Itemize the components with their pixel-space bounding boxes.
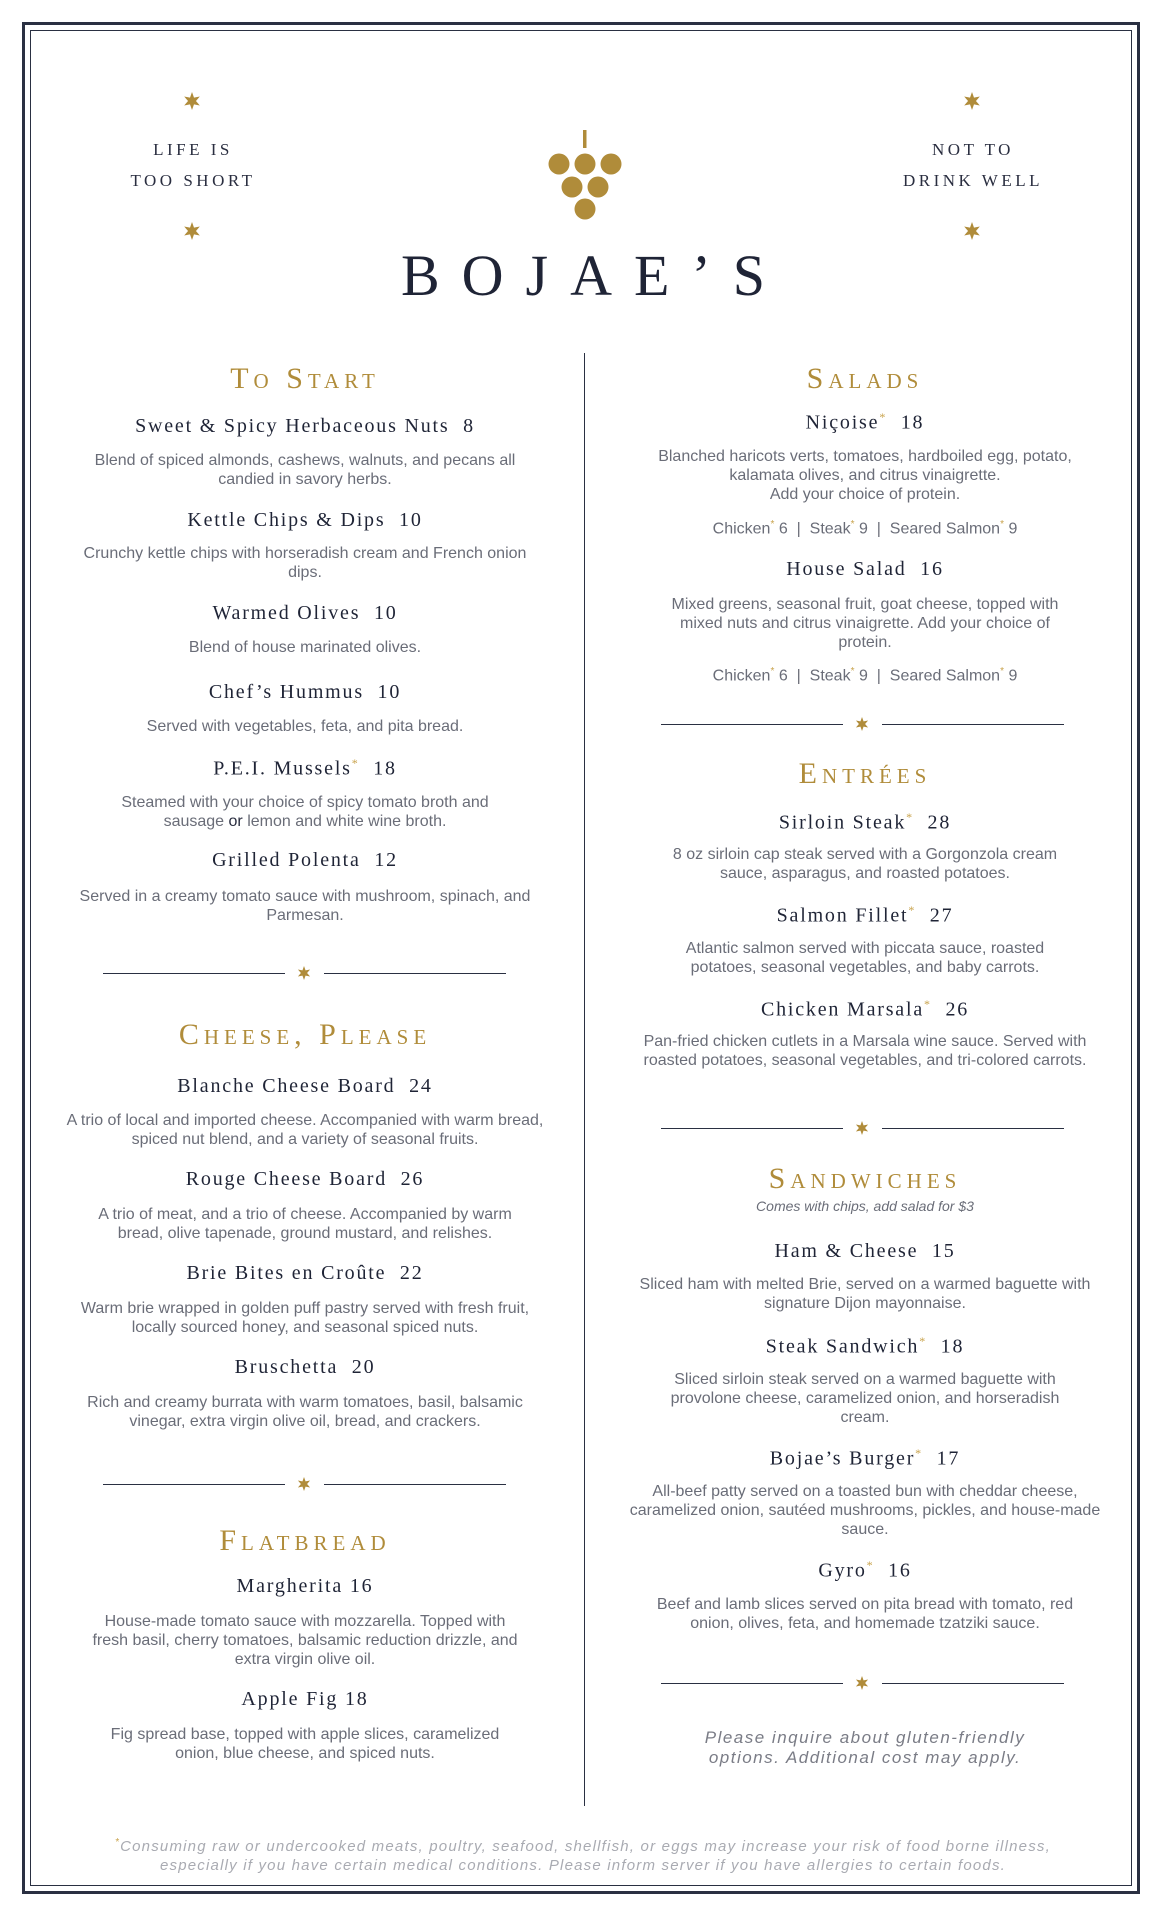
item-title: Margherita — [236, 1575, 344, 1597]
tagline-line: NOT TO — [932, 140, 1014, 159]
section-divider — [661, 1676, 1064, 1690]
menu-item-desc: Atlantic salmon served with piccata sauce, roasted potatoes, seasonal vegetables, and baby carrots. — [685, 940, 1045, 976]
menu-item-name — [60, 1575, 550, 1598]
menu-item-desc: A trio of local and imported cheese. Accompanied with warm bread, spiced nut blend, and a variety of seasonal fruits. — [66, 1112, 544, 1148]
item-price: 16 — [920, 558, 944, 580]
menu-item-desc: Crunchy kettle chips with horseradish cream and French onion dips. — [83, 545, 527, 581]
menu-item-name — [620, 903, 1110, 928]
item-title: Chef’s Hummus — [208, 681, 364, 703]
section-divider — [661, 1121, 1064, 1135]
item-title: Steak Sandwich — [765, 1335, 920, 1358]
item-title: Chicken Marsala — [760, 998, 925, 1021]
menu-item-desc: Served in a creamy tomato sauce with mushroom, spinach, and Parmesan. — [79, 888, 531, 924]
item-title: Brie Bites en Croûte — [186, 1262, 387, 1284]
menu-item-name — [60, 1075, 550, 1098]
item-price: 10 — [373, 602, 398, 624]
item-title: Bojae’s Burger — [769, 1447, 916, 1470]
divider-line — [661, 1683, 843, 1684]
item-title: Kettle Chips & Dips — [187, 509, 386, 531]
raw-warning-mark: * — [908, 903, 917, 917]
star-icon — [183, 92, 201, 110]
item-title: Rouge Cheese Board — [185, 1168, 388, 1190]
menu-item-name — [60, 1688, 550, 1711]
menu-item-desc — [95, 793, 515, 831]
menu-item-desc: Mixed greens, seasonal fruit, goat cheese, topped with mixed nuts and citrus vinaigrette. Add your choice of protein. — [671, 596, 1059, 651]
menu-item-name — [60, 849, 550, 872]
item-title: Blanche Cheese Board — [177, 1075, 396, 1097]
option-price: 9 — [1008, 520, 1018, 538]
divider-line — [324, 1484, 506, 1485]
option-label: Chicken — [712, 520, 771, 538]
item-price: 10 — [399, 509, 423, 531]
divider-line — [103, 1484, 285, 1485]
item-title: Sweet & Spicy Herbaceous Nuts — [135, 415, 450, 437]
tagline-line: DRINK WELL — [903, 171, 1043, 190]
item-price: 28 — [927, 811, 952, 834]
gluten-note-line: options. Additional cost may apply. — [708, 1748, 1022, 1767]
disclaimer-text: Consuming raw or undercooked meats, poultry, seafood, shellfish, or eggs may increase your risk of food borne illness, — [120, 1838, 1051, 1855]
menu-item-desc: Sliced ham with melted Brie, served on a warmed baguette with signature Dijon mayonnaise. — [639, 1276, 1091, 1312]
divider-line — [661, 1128, 843, 1129]
column-divider — [584, 353, 585, 1806]
menu-item-desc: Blend of house marinated olives. — [188, 639, 422, 656]
sandwiches-note: Comes with chips, add salad for $3 — [756, 1198, 974, 1214]
item-title: Bruschetta — [234, 1356, 339, 1378]
menu-item-name — [620, 1240, 1110, 1263]
item-price: 18 — [940, 1335, 965, 1358]
item-price: 22 — [399, 1262, 424, 1284]
desc-part: Blanched haricots verts, tomatoes, hardboiled egg, potato, kalamata olives, and citrus vinaigrette. — [658, 448, 1072, 484]
item-title: House Salad — [786, 558, 907, 580]
option-price: 6 — [778, 520, 788, 538]
menu-item-name — [60, 1356, 550, 1379]
divider-line — [661, 724, 843, 725]
raw-warning-mark: * — [850, 666, 855, 677]
protein-options — [620, 519, 1110, 538]
item-price: 16 — [349, 1575, 374, 1597]
desc-part: Steamed with your choice of spicy tomato broth and sausage — [121, 794, 489, 830]
item-title: Apple Fig — [241, 1688, 339, 1710]
divider-line — [882, 724, 1064, 725]
raw-warning-mark: * — [1000, 519, 1004, 530]
raw-warning-mark: * — [915, 1446, 923, 1460]
raw-warning-mark: * — [770, 519, 775, 530]
grapes-icon — [545, 128, 625, 228]
section-title-cheese: Cheese, Please — [178, 1018, 432, 1051]
option-price: 6 — [778, 667, 788, 685]
menu-item-desc: House-made tomato sauce with mozzarella. Topped with fresh basil, cherry tomatoes, balsamic reduction drizzle, and extra virgin olive oil. — [92, 1613, 518, 1668]
item-price: 16 — [888, 1559, 912, 1582]
raw-warning-mark: * — [770, 666, 775, 677]
menu-item-desc: Blend of spiced almonds, cashews, walnuts, and pecans all candied in savory herbs. — [94, 452, 516, 488]
section-title-salads: Salads — [806, 362, 924, 395]
option-price: 9 — [858, 520, 868, 538]
raw-warning-mark: * — [879, 410, 888, 424]
option-label: Seared Salmon — [889, 667, 1001, 685]
section-divider — [103, 966, 506, 980]
raw-warning-mark: * — [906, 810, 914, 824]
menu-item-desc: Fig spread base, topped with apple slices, caramelized onion, blue cheese, and spiced nuts. — [110, 1726, 500, 1762]
menu-item-name — [620, 1558, 1110, 1583]
raw-warning-mark: * — [1000, 666, 1004, 677]
menu-item-desc: Rich and creamy burrata with warm tomatoes, basil, balsamic vinegar, extra virgin olive oil, bread, and crackers. — [87, 1394, 523, 1430]
option-separator: | — [796, 667, 801, 685]
menu-item-name — [620, 810, 1110, 835]
menu-item-desc — [640, 447, 1090, 504]
menu-item-desc: Beef and lamb slices served on pita bread with tomato, red onion, olives, feta, and homemade tzatziki sauce. — [656, 1596, 1074, 1632]
raw-warning-mark: * — [919, 1334, 928, 1348]
menu-item-name — [620, 997, 1110, 1022]
star-icon — [297, 966, 311, 980]
disclaimer-line: especially if you have certain medical conditions. Please inform server if you have allergies to certain foods. — [159, 1857, 1007, 1874]
section-title-sandwiches: Sandwiches — [768, 1162, 962, 1195]
item-title: Ham & Cheese — [774, 1240, 919, 1262]
star-icon — [183, 222, 201, 240]
option-separator: | — [876, 520, 881, 538]
divider-line — [882, 1683, 1064, 1684]
item-price: 18 — [344, 1688, 369, 1710]
divider-line — [324, 973, 506, 974]
menu-item-name — [620, 1446, 1110, 1471]
section-divider — [103, 1477, 506, 1491]
item-price: 20 — [351, 1356, 376, 1378]
item-price: 8 — [463, 415, 475, 437]
section-title-to-start: To Start — [230, 362, 380, 395]
menu-item-name — [60, 681, 550, 704]
item-title: Niçoise — [805, 411, 880, 434]
menu-item-name — [60, 415, 550, 438]
menu-item-desc: Warm brie wrapped in golden puff pastry served with fresh fruit, locally sourced honey, and seasonal spiced nuts. — [80, 1300, 530, 1336]
menu-item-desc: Pan-fried chicken cutlets in a Marsala wine sauce. Served with roasted potatoes, seasonal vegetables, and tri-colored carrots. — [643, 1033, 1087, 1069]
star-icon — [963, 92, 981, 110]
star-icon — [963, 222, 981, 240]
option-separator: | — [796, 520, 801, 538]
raw-warning-mark: * — [351, 756, 360, 770]
item-title: Salmon Fillet — [776, 904, 909, 927]
raw-warning-mark: * — [924, 997, 932, 1011]
item-price: 27 — [929, 904, 954, 927]
tagline-line: LIFE IS — [153, 140, 233, 159]
option-label: Seared Salmon — [889, 520, 1001, 538]
item-price: 15 — [931, 1240, 956, 1262]
tagline-right — [863, 134, 1083, 196]
option-price: 9 — [858, 667, 868, 685]
star-icon — [855, 1121, 869, 1135]
star-icon — [855, 717, 869, 731]
option-label: Steak — [809, 520, 851, 538]
divider-line — [103, 973, 285, 974]
item-title: Gyro — [818, 1559, 867, 1582]
item-price: 26 — [400, 1168, 425, 1190]
menu-item-name — [620, 1334, 1110, 1359]
menu-item-desc: All-beef patty served on a toasted bun with cheddar cheese, caramelized onion, sautéed mushrooms, pickles, and house-made sauce. — [629, 1483, 1101, 1538]
item-title: P.E.I. Mussels — [213, 757, 352, 780]
item-price: 18 — [900, 411, 925, 434]
section-divider — [661, 717, 1064, 731]
protein-options — [620, 666, 1110, 685]
divider-line — [882, 1128, 1064, 1129]
menu-item-name — [620, 558, 1110, 581]
menu-item-name — [60, 509, 550, 532]
menu-item-name — [60, 1168, 550, 1191]
menu-item-name — [60, 756, 550, 781]
star-icon — [855, 1676, 869, 1690]
desc-or: or — [228, 813, 243, 830]
option-price: 9 — [1008, 667, 1018, 685]
item-price: 18 — [373, 757, 397, 780]
option-separator: | — [876, 667, 881, 685]
desc-part: lemon and white wine broth. — [242, 813, 447, 830]
section-title-flatbread: Flatbread — [219, 1524, 391, 1557]
star-icon — [297, 1477, 311, 1491]
gluten-note-line: Please inquire about gluten-friendly — [704, 1728, 1026, 1747]
menu-item-name — [60, 602, 550, 625]
item-price: 10 — [377, 681, 402, 703]
section-title-entrees: Entrées — [798, 757, 932, 790]
item-price: 12 — [374, 849, 398, 871]
menu-item-desc: A trio of meat, and a trio of cheese. Accompanied by warm bread, olive tapenade, ground mustard, and relishes. — [98, 1206, 512, 1242]
raw-warning-mark: * — [850, 519, 855, 530]
desc-part: Add your choice of protein. — [769, 486, 961, 503]
item-title: Warmed Olives — [212, 602, 361, 624]
menu-item-name — [620, 410, 1110, 435]
gluten-note — [620, 1728, 1110, 1768]
item-price: 26 — [945, 998, 970, 1021]
option-label: Chicken — [712, 667, 771, 685]
food-safety-disclaimer — [60, 1833, 1106, 1875]
item-price: 24 — [409, 1075, 433, 1097]
item-title: Grilled Polenta — [212, 849, 361, 871]
disclaimer-line — [60, 1833, 1106, 1856]
tagline-line: TOO SHORT — [130, 171, 256, 190]
menu-item-desc: Served with vegetables, feta, and pita bread. — [146, 718, 464, 735]
menu-item-desc: 8 oz sirloin cap steak served with a Gorgonzola cream sauce, asparagus, and roasted potatoes. — [672, 846, 1058, 882]
item-price: 17 — [936, 1447, 961, 1470]
item-title: Sirloin Steak — [778, 811, 907, 834]
raw-warning-mark: * — [866, 1558, 875, 1572]
option-label: Steak — [809, 667, 851, 685]
restaurant-name: BOJAE’S — [400, 243, 788, 308]
tagline-left — [83, 134, 303, 196]
raw-warning-mark: * — [115, 1837, 121, 1848]
menu-item-desc: Sliced sirloin steak served on a warmed baguette with provolone cheese, caramelized onion, and horseradish cream. — [670, 1371, 1060, 1426]
menu-item-name — [60, 1262, 550, 1285]
